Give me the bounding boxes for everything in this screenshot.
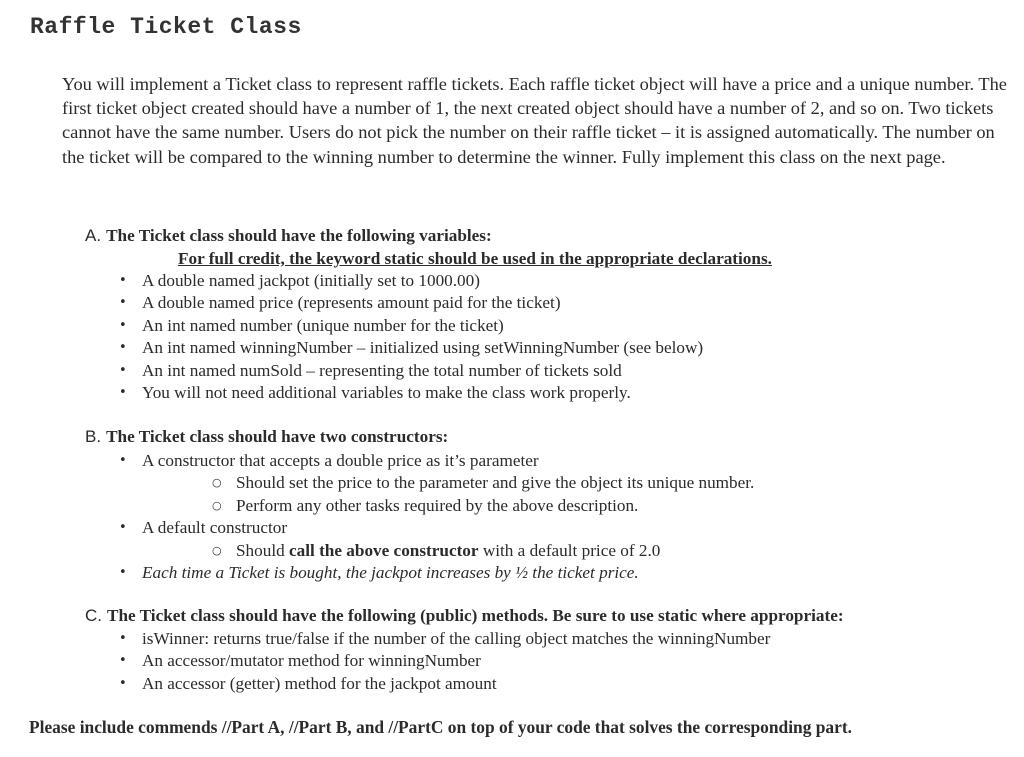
sub-item-text-post: with a default price of 2.0 [478,540,661,560]
section-c-heading [85,606,844,626]
section-a-letter: A. [85,226,102,245]
list-item: • An int named number (unique number for the ticket) [116,315,703,337]
footer-instruction: Please include commends //Part A, //Part B, and //PartC on top of your code that solves the corresponding part. [29,717,852,737]
section-c-list [116,628,770,695]
list-item: • An accessor (getter) method for the jackpot amount [116,673,770,695]
list-item: • An int named numSold – representing the total number of tickets sold [116,360,703,382]
section-c-title: The Ticket class should have the following (public) methods. Be sure to use static where appropriate: [107,606,844,625]
section-b-letter: B. [85,427,102,446]
page-title: Raffle Ticket Class [30,14,302,40]
sub-list-item: ○ Should set the price to the parameter and give the object its unique number. [116,472,754,494]
list-item: • You will not need additional variables to make the class work properly. [116,382,703,404]
section-a-list [116,270,703,404]
sub-item-text-pre: Should [236,540,290,560]
section-c-letter: C. [85,606,102,625]
section-b-heading [85,427,448,447]
list-item: • A double named price (represents amount paid for the ticket) [116,292,703,314]
list-item: • A double named jackpot (initially set to 1000.00) [116,270,703,292]
intro-paragraph: You will implement a Ticket class to represent raffle tickets. Each raffle ticket object will have a price and a unique number. The first ticket object created should have a number of 1, the next created object should have a number of 2, and so on. Two tickets cannot have the same number. Users do not pick the number on their raffle ticket – it is assigned automatically. The number on the ticket will be compared to the winning number to determine the winner. Fully implement this class on the next page. [62,74,1007,167]
sub-item-text-bold: call the above constructor [289,540,479,560]
sub-list-item [116,540,754,562]
list-item: • A default constructor [116,517,754,539]
section-a-title: The Ticket class should have the following variables: [106,226,492,245]
list-item: • isWinner: returns true/false if the number of the calling object matches the winningNumber [116,628,770,650]
list-item: • Each time a Ticket is bought, the jackpot increases by ½ the ticket price. [116,562,754,584]
section-b-list [116,450,754,584]
sub-list-item: ○ Perform any other tasks required by the above description. [116,495,754,517]
section-a-heading [85,226,492,246]
list-item: • An int named winningNumber – initialized using setWinningNumber (see below) [116,337,703,359]
list-item: • An accessor/mutator method for winningNumber [116,650,770,672]
section-b-title: The Ticket class should have two constructors: [106,427,449,446]
list-item: • A constructor that accepts a double price as it’s parameter [116,450,754,472]
full-credit-note: For full credit, the keyword static should be used in the appropriate declarations. [178,249,772,268]
